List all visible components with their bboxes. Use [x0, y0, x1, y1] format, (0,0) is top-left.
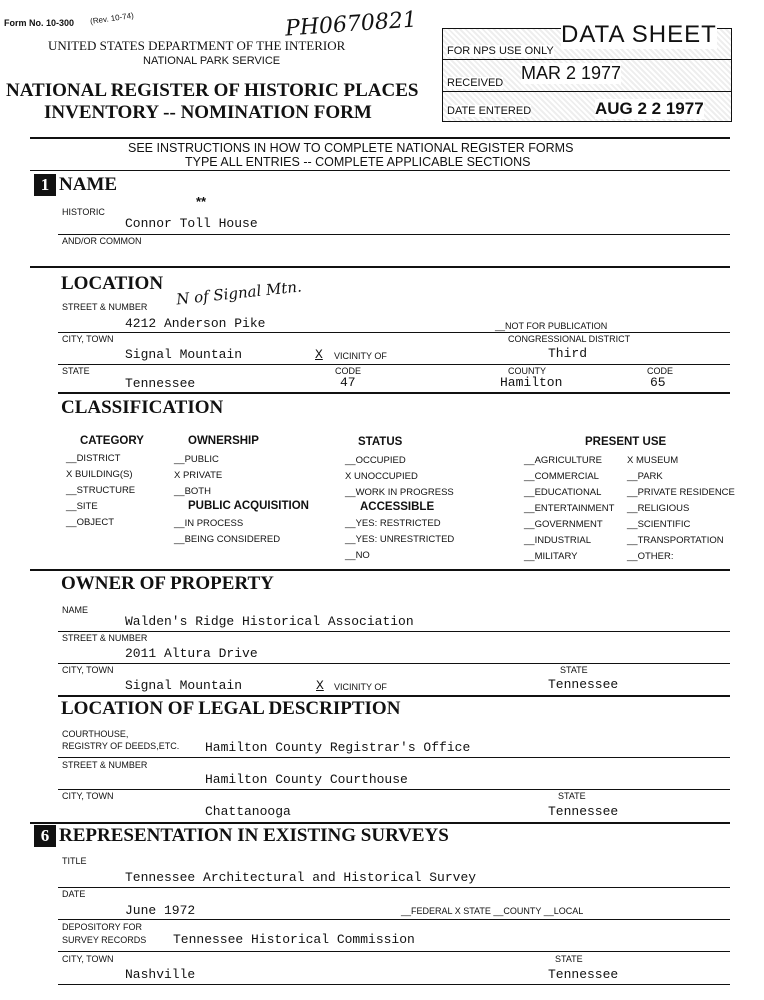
acquisition-option: __BEING CONSIDERED	[174, 534, 281, 545]
ownership-heading: OWNERSHIP	[188, 435, 259, 447]
not-for-publication: __NOT FOR PUBLICATION	[495, 321, 608, 331]
status-option: X UNOCCUPIED	[345, 471, 418, 482]
present-use-option: __ENTERTAINMENT	[524, 503, 615, 514]
data-sheet-stamp: DATA SHEET	[561, 21, 717, 48]
handwritten-id: PH0670821	[284, 7, 418, 42]
accessible-heading: ACCESSIBLE	[360, 501, 435, 513]
present-use-option: __MILITARY	[524, 551, 578, 562]
present-use-option: __TRANSPORTATION	[627, 535, 724, 546]
owner-name-value: Walden's Ridge Historical Association	[125, 614, 414, 629]
legal-state-label: STATE	[558, 791, 586, 801]
owner-state-label: STATE	[560, 665, 588, 675]
instructions-line1: SEE INSTRUCTIONS IN HOW TO COMPLETE NATIONAL REGISTER FORMS	[128, 141, 574, 155]
present-use-option: __PARK	[627, 471, 663, 482]
accessible-option: __YES: UNRESTRICTED	[345, 534, 455, 545]
location-handwritten-note: N of Signal Mtn.	[175, 277, 303, 309]
owner-street-value: 2011 Altura Drive	[125, 646, 258, 661]
date-entered-label: DATE ENTERED	[447, 105, 532, 117]
instructions-line2: TYPE ALL ENTRIES -- COMPLETE APPLICABLE SECTIONS	[185, 155, 531, 169]
section-location-title: LOCATION	[61, 273, 164, 294]
location-street-value: 4212 Anderson Pike	[125, 316, 266, 331]
legal-street-label: STREET & NUMBER	[62, 760, 148, 770]
public-acquisition-heading: PUBLIC ACQUISITION	[188, 500, 309, 512]
location-state-value: Tennessee	[125, 376, 196, 391]
county-value: Hamilton	[500, 375, 563, 390]
section-number-6: 6	[34, 825, 56, 847]
present-use-option: __AGRICULTURE	[524, 455, 602, 466]
category-option: __STRUCTURE	[66, 485, 136, 496]
present-use-option: __SCIENTIFIC	[627, 519, 691, 530]
department-name: UNITED STATES DEPARTMENT OF THE INTERIOR	[48, 38, 346, 53]
present-use-option: __COMMERCIAL	[524, 471, 599, 482]
present-use-option: __INDUSTRIAL	[524, 535, 592, 546]
legal-street-value: Hamilton County Courthouse	[205, 772, 408, 787]
county-code-label: CODE	[647, 366, 674, 376]
survey-state-label: STATE	[555, 954, 583, 964]
category-option: __SITE	[66, 501, 98, 512]
section-name-heading	[34, 174, 117, 196]
service-name: NATIONAL PARK SERVICE	[143, 55, 281, 67]
section-number-1: 1	[34, 174, 56, 196]
date-entered-value: AUG 2 2 1977	[595, 99, 704, 118]
county-label: COUNTY	[508, 366, 546, 376]
handwritten-mark: **	[196, 194, 207, 209]
ownership-option: __PUBLIC	[174, 454, 219, 465]
section-owner-title: OWNER OF PROPERTY	[61, 573, 274, 594]
section-surveys-title: REPRESENTATION IN EXISTING SURVEYS	[59, 825, 449, 846]
accessible-option: __NO	[345, 550, 370, 561]
courthouse-label: COURTHOUSE,	[62, 729, 129, 739]
location-vicinity-mark: X	[315, 347, 323, 362]
survey-city-label: CITY, TOWN	[62, 954, 114, 964]
category-option: __DISTRICT	[66, 453, 121, 464]
form-title-line2: INVENTORY -- NOMINATION FORM	[44, 102, 372, 123]
form-revision: (Rev. 10-74)	[89, 10, 135, 27]
location-state-label: STATE	[62, 366, 90, 376]
received-date: MAR 2 1977	[521, 63, 622, 83]
location-city-value: Signal Mountain	[125, 347, 243, 362]
present-use-heading: PRESENT USE	[585, 436, 667, 448]
historic-label: HISTORIC	[62, 207, 105, 217]
section-name-title: NAME	[59, 174, 118, 195]
status-option: __OCCUPIED	[345, 455, 406, 466]
state-code-value: 47	[340, 375, 356, 390]
owner-name-label: NAME	[62, 605, 89, 615]
present-use-option: __OTHER:	[627, 551, 674, 562]
owner-city-label: CITY, TOWN	[62, 665, 114, 675]
depository-label-line2: SURVEY RECORDS	[62, 935, 147, 945]
present-use-option: X MUSEUM	[627, 455, 679, 466]
form-number: Form No. 10-300	[4, 18, 75, 28]
owner-city-value: Signal Mountain	[125, 678, 243, 693]
ownership-option: X PRIVATE	[174, 470, 223, 481]
depository-label-line1: DEPOSITORY FOR	[62, 922, 143, 932]
courthouse-value: Hamilton County Registrar's Office	[205, 740, 471, 755]
common-name-label: AND/OR COMMON	[62, 236, 142, 246]
owner-state-value: Tennessee	[548, 677, 619, 692]
category-heading: CATEGORY	[80, 435, 144, 447]
legal-city-value: Chattanooga	[205, 804, 291, 819]
section-classification-title: CLASSIFICATION	[61, 397, 224, 418]
acquisition-option: __IN PROCESS	[174, 518, 244, 529]
survey-title-value: Tennessee Architectural and Historical Survey	[125, 870, 477, 885]
survey-date-value: June 1972	[125, 903, 196, 918]
congressional-district-value: Third	[548, 346, 588, 361]
location-vicinity-label: VICINITY OF	[334, 351, 387, 361]
present-use-option: __EDUCATIONAL	[524, 487, 602, 498]
depository-value: Tennessee Historical Commission	[173, 932, 415, 947]
present-use-option: __PRIVATE RESIDENCE	[627, 487, 735, 498]
historic-name-value: Connor Toll House	[125, 216, 258, 231]
registry-label: REGISTRY OF DEEDS,ETC.	[62, 741, 180, 751]
nps-use-label: FOR NPS USE ONLY	[447, 45, 554, 57]
owner-street-label: STREET & NUMBER	[62, 633, 148, 643]
ownership-option: __BOTH	[174, 486, 211, 497]
section-surveys-heading	[34, 825, 449, 847]
location-street-label: STREET & NUMBER	[62, 302, 148, 312]
congressional-district-label: CONGRESSIONAL DISTRICT	[508, 334, 631, 344]
owner-vicinity-mark: X	[316, 678, 324, 693]
form-title-line1: NATIONAL REGISTER OF HISTORIC PLACES	[6, 80, 419, 101]
section-legal-title: LOCATION OF LEGAL DESCRIPTION	[61, 698, 401, 719]
nps-use-box	[442, 21, 732, 122]
owner-vicinity-label: VICINITY OF	[334, 682, 387, 692]
survey-levels: __FEDERAL X STATE __COUNTY __LOCAL	[401, 906, 584, 916]
present-use-option: __GOVERNMENT	[524, 519, 603, 530]
state-code-label: CODE	[335, 366, 362, 376]
survey-state-value: Tennessee	[548, 967, 619, 982]
legal-state-value: Tennessee	[548, 804, 619, 819]
survey-title-label: TITLE	[62, 856, 87, 866]
received-label: RECEIVED	[447, 77, 504, 89]
survey-date-label: DATE	[62, 889, 86, 899]
legal-city-label: CITY, TOWN	[62, 791, 114, 801]
accessible-option: __YES: RESTRICTED	[345, 518, 441, 529]
category-option: X BUILDING(S)	[66, 469, 133, 480]
county-code-value: 65	[650, 375, 666, 390]
category-option: __OBJECT	[66, 517, 115, 528]
status-option: __WORK IN PROGRESS	[345, 487, 454, 498]
location-city-label: CITY, TOWN	[62, 334, 114, 344]
status-heading: STATUS	[358, 436, 403, 448]
present-use-option: __RELIGIOUS	[627, 503, 690, 514]
survey-city-value: Nashville	[125, 967, 196, 982]
